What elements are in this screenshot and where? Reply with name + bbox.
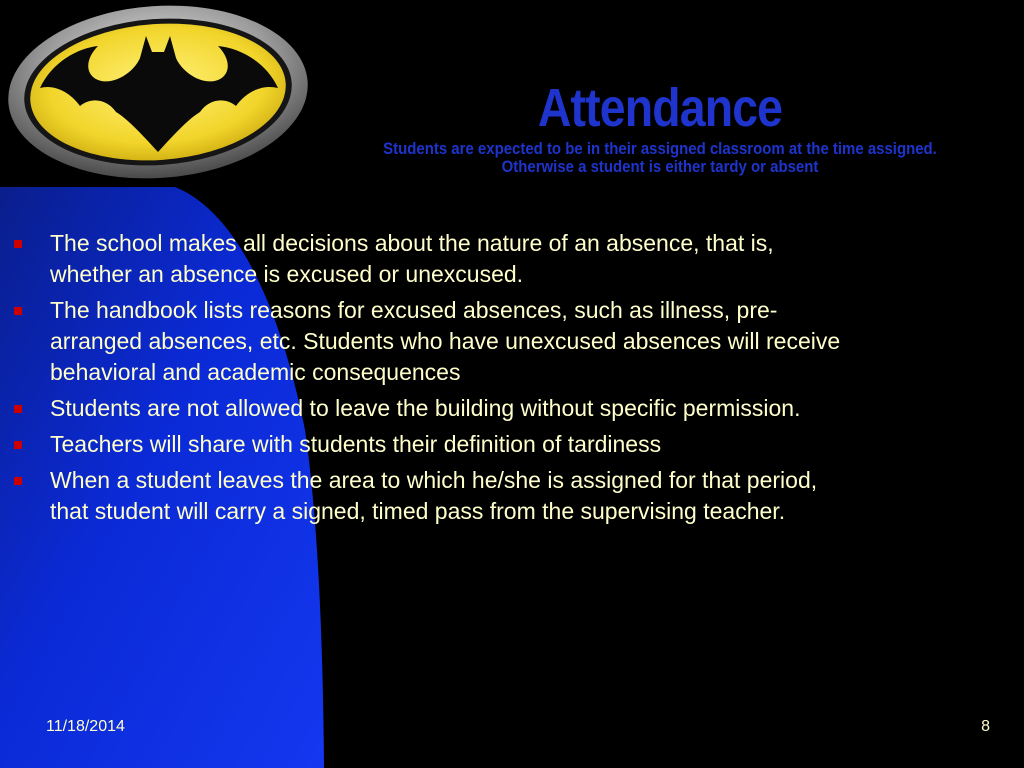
bullet-text: The school makes all decisions about the nature of an absence, that is, whether an absence is excused or unexcused. bbox=[50, 230, 774, 287]
slide-title: Attendance bbox=[537, 78, 783, 138]
bullet-text: Students are not allowed to leave the building without specific permission. bbox=[50, 395, 801, 421]
bat-signal-logo-icon bbox=[0, 0, 320, 185]
bullet-text: When a student leaves the area to which he/she is assigned for that period, that student will carry a signed, timed pass from the supervising teacher. bbox=[50, 467, 818, 524]
list-item bbox=[14, 393, 854, 424]
list-item bbox=[14, 228, 854, 290]
list-item bbox=[14, 429, 854, 460]
square-bullet-icon bbox=[14, 307, 22, 315]
bullet-text: The handbook lists reasons for excused absences, such as illness, pre-arranged absences, etc. Students who have unexcused absences will receive behavioral and academic consequences bbox=[50, 297, 841, 385]
list-item bbox=[14, 295, 854, 388]
footer-date: 11/18/2014 bbox=[46, 718, 125, 735]
square-bullet-icon bbox=[14, 240, 22, 248]
slide-subtitle: Students are expected to be in their assigned classroom at the time assigned. Otherwise a student is either tardy or absent bbox=[383, 139, 937, 176]
square-bullet-icon bbox=[14, 441, 22, 449]
square-bullet-icon bbox=[14, 405, 22, 413]
bullet-list bbox=[14, 228, 854, 532]
square-bullet-icon bbox=[14, 477, 22, 485]
page-number: 8 bbox=[981, 718, 990, 735]
bullet-text: Teachers will share with students their definition of tardiness bbox=[50, 431, 662, 457]
list-item bbox=[14, 465, 854, 527]
